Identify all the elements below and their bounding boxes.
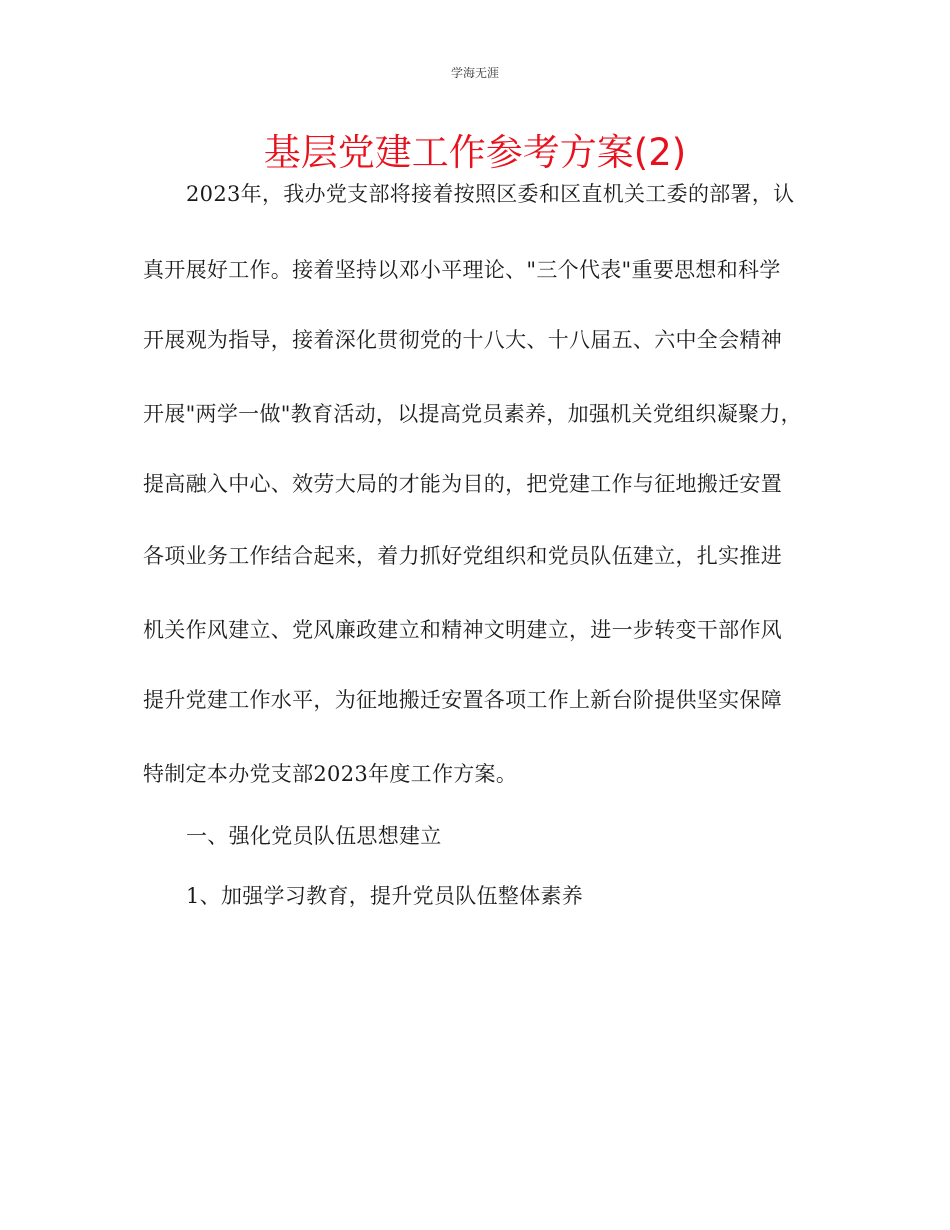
section-heading: 一、强化党员队伍思想建立 [186,824,442,848]
document-title: 基层党建工作参考方案(2) [263,131,687,174]
page-header: 学海无涯 [450,66,499,80]
subsection-heading: 1、加强学习教育，提升党员队伍整体素养 [186,884,584,908]
paragraph-line: 提升党建工作水平，为征地搬迁安置各项工作上新台阶提供坚实保障 [143,688,782,712]
paragraph-line: 机关作风建立、党风廉政建立和精神文明建立，进一步转变干部作风 [143,618,782,642]
paragraph-line: 真开展好工作。接着坚持以邓小平理论、"三个代表"重要思想和科学 [143,258,781,282]
paragraph-line: 2023年，我办党支部将接着按照区委和区直机关工委的部署，认 [186,182,795,206]
paragraph-line: 开展观为指导，接着深化贯彻党的十八大、十八届五、六中全会精神 [143,328,782,352]
paragraph-line: 开展"两学一做"教育活动，以提高党员素养，加强机关党组织凝聚力， [143,402,802,426]
paragraph-line: 特制定本办党支部2023年度工作方案。 [143,762,518,786]
paragraph-line: 提高融入中心、效劳大局的才能为目的，把党建工作与征地搬迁安置 [143,472,782,496]
paragraph-line: 各项业务工作结合起来，着力抓好党组织和党员队伍建立，扎实推进 [143,544,782,568]
